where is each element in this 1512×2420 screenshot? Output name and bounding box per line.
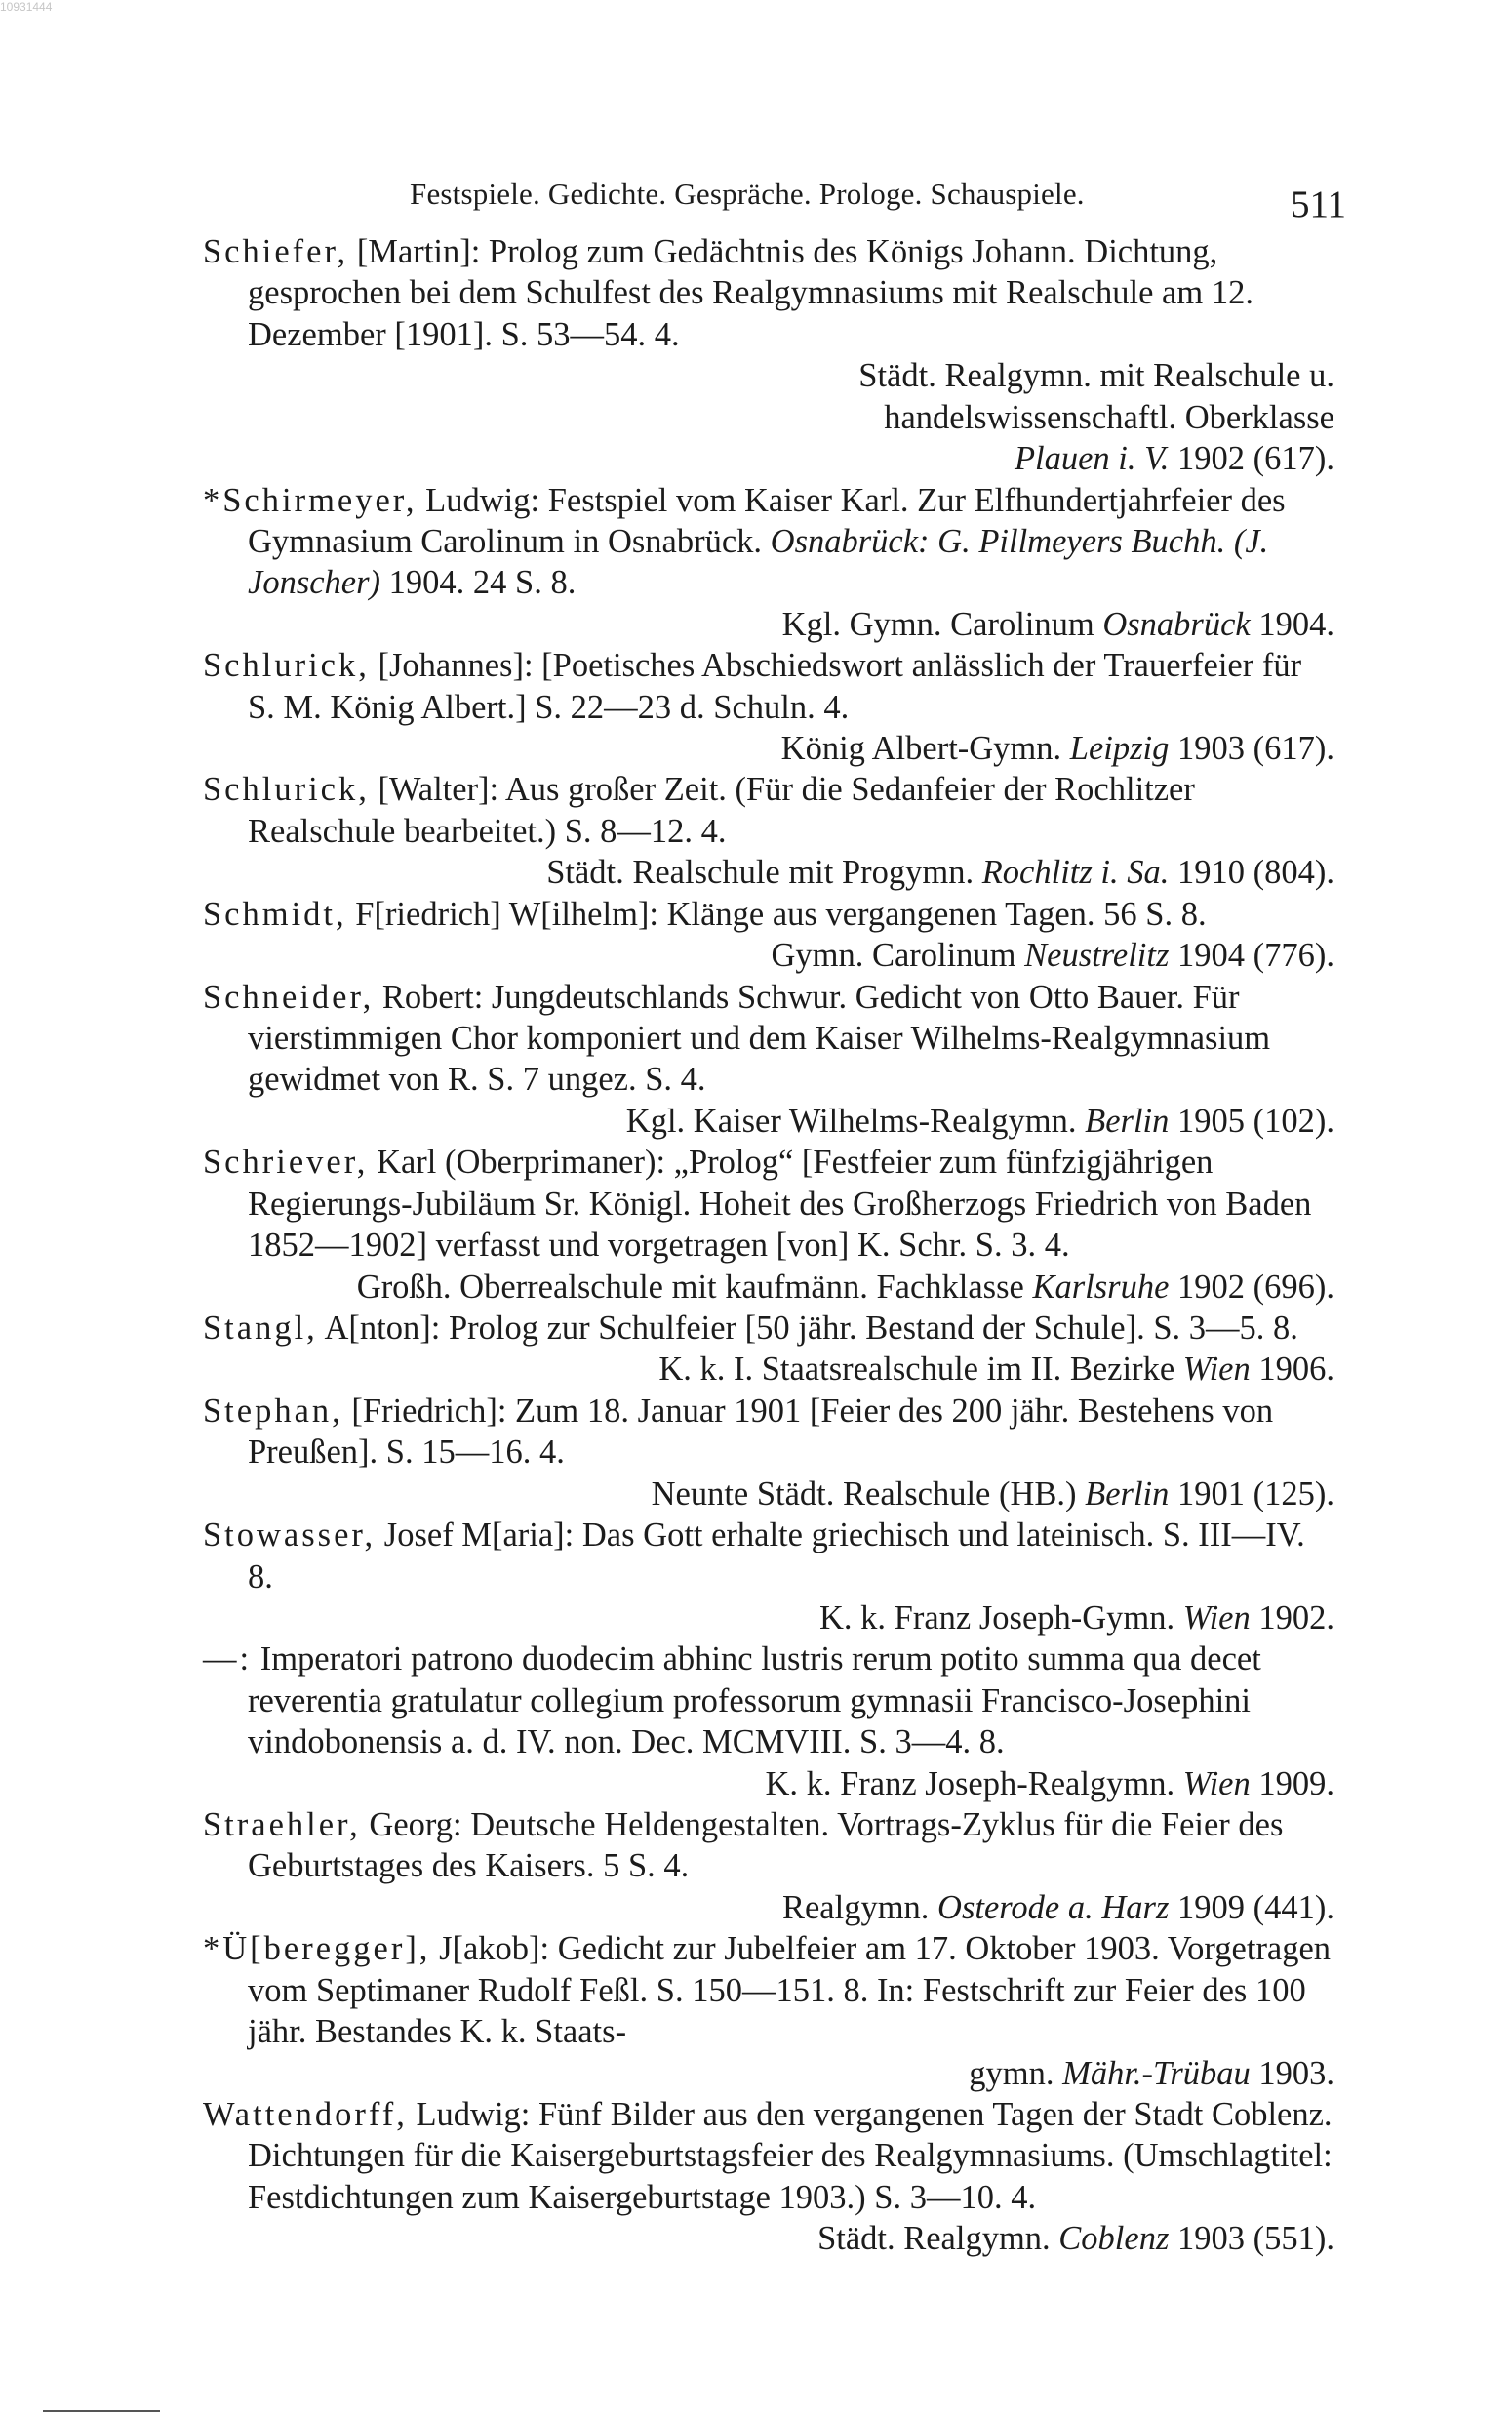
bibliography-entry — [203, 769, 1334, 893]
entry-text: 1904. 24 S. 8. — [380, 564, 577, 602]
entry-author: *Schirmeyer, — [203, 481, 418, 519]
entry-author: Schneider, — [203, 978, 375, 1016]
entry-location: gymn. Mähr.-Trübau 1903. — [969, 2054, 1334, 2092]
entry-text: Georg: Deutsche Heldengestalten. Vortrags-Zyklus für die Feier des Geburtstages des Kaisers. 5 S. 4. — [248, 1806, 1284, 1885]
entry-author: Schlurick, — [203, 771, 370, 809]
entry-location: König Albert-Gymn. Leipzig 1903 (617). — [780, 730, 1334, 768]
bibliography-entry — [203, 231, 1334, 480]
running-head: Festspiele. Gedichte. Gespräche. Prologe. Schauspiele. — [410, 177, 1085, 211]
entry-author: Straehler, — [203, 1806, 361, 1844]
entry-location: Realgymn. Osterode a. Harz 1909 (441). — [781, 1888, 1334, 1926]
bibliography-entry — [203, 977, 1334, 1143]
entry-location: K. k. Franz Joseph-Gymn. Wien 1902. — [819, 1598, 1334, 1636]
entry-location: Neunte Städt. Realschule (HB.) Berlin 1901 (125). — [651, 1474, 1334, 1512]
entry-text: [Johannes]: [Poetisches Abschiedswort anlässlich der Trauerfeier für S. M. König Albert.] S. 22—23 d. Schuln. 4. — [248, 647, 1302, 726]
bibliography-entry — [203, 645, 1334, 769]
entry-text: [Walter]: Aus großer Zeit. (Für die Sedanfeier der Rochlitzer Realschule bearbeitet.) S. 8—12. 4. — [248, 771, 1195, 850]
entry-author: Wattendorff, — [203, 2095, 408, 2133]
entry-text: Ludwig: Fünf Bilder aus den vergangenen Tagen der Stadt Coblenz. Dichtungen für die Kaisergeburtstagsfeier des Realgymnasiums. (Umschlagtitel: Festdichtungen zum Kaisergeburtstage 1903.) S. 3—10. 4. — [248, 2095, 1333, 2216]
entry-location: Gymn. Carolinum Neustrelitz 1904 (776). — [771, 937, 1334, 975]
entry-author: Schmidt, — [203, 895, 347, 933]
entry-text: Imperatori patrono duodecim abhinc lustris rerum potito summa qua decet reverentia gratulatur collegium professorum gymnasii Francisco-Josephini vindobonensis a. d. IV. non. Dec. MCMVIII. S. 3—4. 8. — [248, 1640, 1261, 1761]
bibliography-entry — [203, 1391, 1334, 1514]
entry-author: Stangl, — [203, 1309, 318, 1347]
scan-id-label: 10931444 — [0, 0, 53, 14]
entry-location: K. k. Franz Joseph-Realgymn. Wien 1909. — [765, 1764, 1334, 1802]
entry-text: [Martin]: Prolog zum Gedächtnis des Königs Johann. Dichtung, gesprochen bei dem Schulfest des Realgymnasiums mit Realschule am 12. Dezember [1901]. S. 53—54. 4. — [248, 233, 1253, 353]
bibliography-entry — [203, 1308, 1334, 1391]
entry-text: A[nton]: Prolog zur Schulfeier [50 jähr. Bestand der Schule]. S. 3—5. 8. — [317, 1309, 1298, 1347]
entry-text: F[riedrich] W[ilhelm]: Klänge aus vergangenen Tagen. 56 S. 8. — [346, 895, 1207, 933]
entry-text: Ludwig: Festspiel vom Kaiser Karl. Zur Elfhundertjahrfeier des Gymnasium Carolinum in Osnabrück. — [248, 481, 1286, 560]
bibliography-entry — [203, 480, 1334, 646]
entry-text: Josef M[aria]: Das Gott erhalte griechisch und lateinisch. S. III—IV. 8. — [248, 1516, 1305, 1595]
entry-text: [Friedrich]: Zum 18. Januar 1901 [Feier des 200 jähr. Bestehens von Preußen]. S. 15—16. 4. — [248, 1392, 1274, 1472]
entry-author: Schlurick, — [203, 647, 370, 685]
bibliography-entry — [203, 1928, 1334, 2094]
entry-author: *Ü[beregger], — [203, 1930, 431, 1968]
entry-publisher: Osnabrück: G. Pillmeyers Buchh. (J. Jonscher) — [248, 522, 1269, 602]
entry-location: Großh. Oberrealschule mit kaufmänn. Fachklasse Karlsruhe 1902 (696). — [356, 1268, 1334, 1306]
bibliography-entry — [203, 2094, 1334, 2260]
entry-author: Stowasser, — [203, 1516, 377, 1554]
entry-location: Städt. Realgymn. mit Realschule u. handelswissenschaftl. Oberklasse Plauen i. V. 1902 (617). — [858, 357, 1334, 478]
entry-author: —: — [203, 1640, 253, 1678]
entry-author: Schiefer, — [203, 233, 349, 270]
entry-location: K. k. I. Staatsrealschule im II. Bezirke Wien 1906. — [658, 1351, 1334, 1389]
entry-text: Robert: Jungdeutschlands Schwur. Gedicht von Otto Bauer. Für vierstimmigen Chor komponiert und dem Kaiser Wilhelms-Realgymnasium gewidmet von R. S. 7 ungez. S. 4. — [248, 978, 1271, 1099]
bibliography-entry — [203, 894, 1334, 977]
entry-text: J[akob]: Gedicht zur Jubelfeier am 17. Oktober 1903. Vorgetragen vom Septimaner Rudolf Feßl. S. 150—151. 8. In: Festschrift zur Feier des 100 jähr. Bestandes K. k. Staats- — [248, 1930, 1332, 2051]
entry-location: Städt. Realgymn. Coblenz 1903 (551). — [817, 2220, 1334, 2258]
footer-rule — [43, 2410, 160, 2412]
entry-location: Kgl. Gymn. Carolinum Osnabrück 1904. — [781, 605, 1334, 643]
bibliography-list — [203, 231, 1334, 2260]
entry-text: Karl (Oberprimaner): „Prolog“ [Festfeier zum fünfzigjährigen Regierungs-Jubiläum Sr. Königl. Hoheit des Großherzogs Friedrich von Baden 1852—1902] verfasst und vorgetragen [von] K. Schr. S. 3. 4. — [248, 1144, 1312, 1265]
bibliography-entry — [203, 1142, 1334, 1308]
bibliography-entry — [203, 1638, 1334, 1804]
entry-location: Städt. Realschule mit Progymn. Rochlitz i. Sa. 1910 (804). — [546, 854, 1334, 892]
entry-author: Schriever, — [203, 1144, 369, 1182]
page-header — [410, 169, 1346, 225]
entry-location: Kgl. Kaiser Wilhelms-Realgymn. Berlin 1905 (102). — [625, 1102, 1334, 1140]
page-number: 511 — [1290, 183, 1346, 225]
bibliography-entry — [203, 1804, 1334, 1928]
bibliography-entry — [203, 1514, 1334, 1638]
entry-author: Stephan, — [203, 1392, 343, 1430]
